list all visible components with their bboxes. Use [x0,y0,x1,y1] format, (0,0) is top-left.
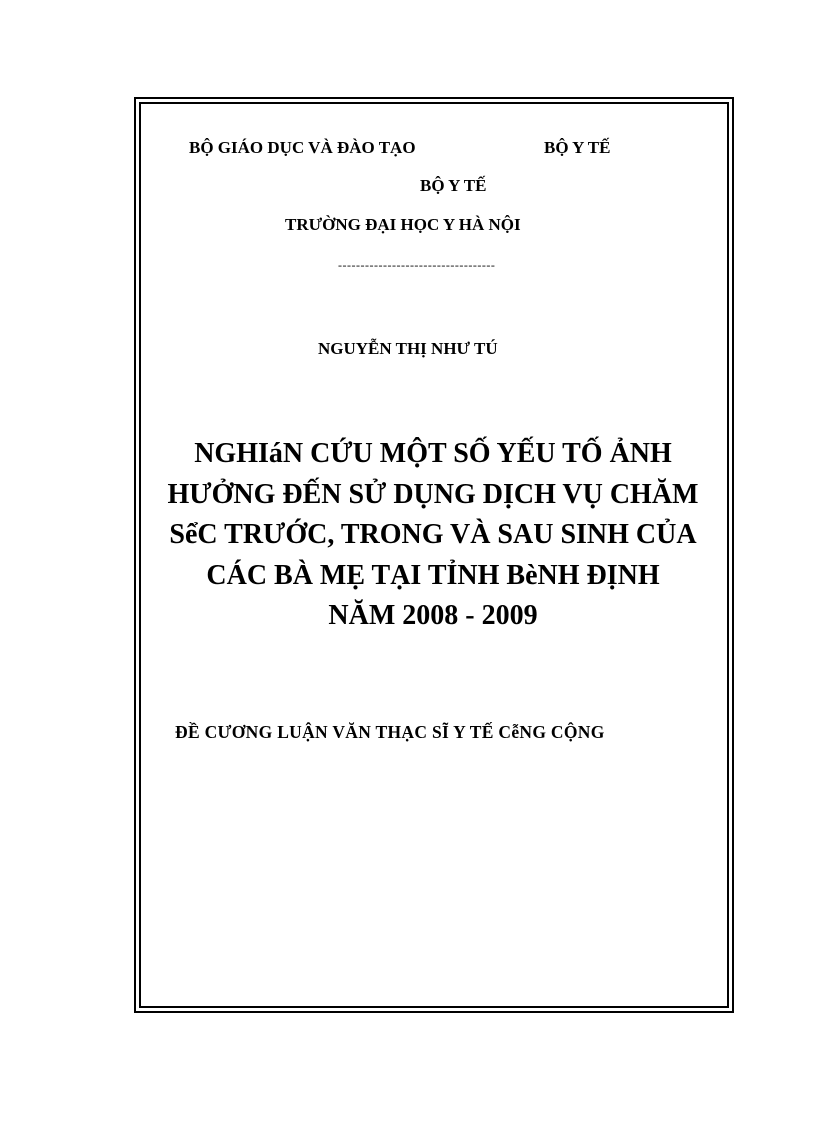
ministry-education: BỘ GIÁO DỤC VÀ ĐÀO TẠO [189,138,416,157]
thesis-title [140,434,726,637]
ministry-health-right: BỘ Y TẾ [544,138,611,157]
title-line: HƯỞNG ĐẾN SỬ DỤNG DỊCH VỤ CHĂM [167,478,699,510]
university-name: TRƯỜNG ĐẠI HỌC Y HÀ NỘI [285,215,521,234]
separator-line: ----------------------------------- [338,258,496,272]
title-line: NGHIáN CỨU MỘT SỐ YẾU TỐ ẢNH [194,438,672,469]
title-line: NĂM 2008 - 2009 [328,600,538,631]
author-name: NGUYỄN THỊ NHƯ TÚ [318,339,498,358]
title-line: SểC TRƯỚC, TRONG VÀ SAU SINH CỦA [169,519,697,550]
ministry-health-center: BỘ Y TẾ [420,176,487,195]
title-line: CÁC BÀ MẸ TẠI TỈNH BèNH ĐỊNH [206,559,660,591]
thesis-subtitle: ĐỀ CƯƠNG LUẬN VĂN THẠC SĨ Y TẾ CễNG CỘNG [175,722,605,742]
